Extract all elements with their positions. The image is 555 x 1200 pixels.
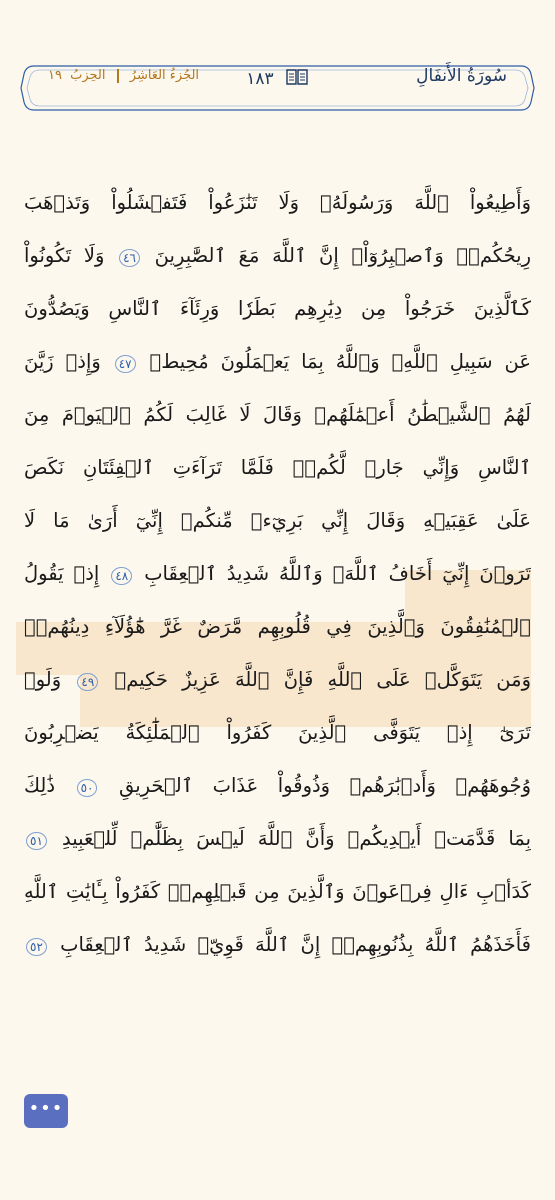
page-header — [18, 60, 537, 116]
ayah-number-marker[interactable]: ٥١ — [26, 832, 47, 850]
quran-line[interactable]: كَدَأۡبِ ءَالِ فِرۡعَوۡنَ وَٱلَّذِينَ مِن قَبۡلِهِمۡۚ كَفَرُواْ بِـَٔايَٰتِ ٱللَّهِ — [24, 880, 531, 903]
ayah-number-marker[interactable]: ٤٩ — [77, 673, 98, 691]
quran-line[interactable]: ٱلۡمُنَٰفِقُونَ وَٱلَّذِينَ فِي قُلُوبِهِم مَّرَضٌ غَرَّ هَٰٓؤُلَآءِ دِينُهُمۡۗ — [24, 615, 531, 638]
quran-line[interactable]: وَأَطِيعُواْ ٱللَّهَ وَرَسُولَهُۥ وَلَا تَنَٰزَعُواْ فَتَفۡشَلُواْ وَتَذۡهَبَ — [24, 191, 531, 214]
juz-label: الجُزءُ العَاشِرُ — [129, 68, 200, 83]
book-icon — [285, 68, 309, 90]
quran-line[interactable]: ٱلنَّاسِ وَإِنِّي جَارٞ لَّكُمۡۖ فَلَمَّا تَرَآءَتِ ٱلۡفِئَتَانِ نَكَصَ — [24, 456, 531, 479]
more-options-button[interactable]: ••• — [24, 1094, 68, 1128]
ayah-number-marker[interactable]: ٤٦ — [119, 249, 140, 267]
quran-line[interactable]: عَلَىٰ عَقِبَيۡهِ وَقَالَ إِنِّي بَرِيٓءٞ مِّنكُمۡ إِنِّيٓ أَرَىٰ مَا لَا — [24, 509, 531, 532]
juz-hizb-info — [48, 68, 199, 83]
quran-line[interactable]: وَمَن يَتَوَكَّلۡ عَلَى ٱللَّهِ فَإِنَّ ٱللَّهَ عَزِيزٌ حَكِيمٞ ٤٩ وَلَوۡ — [24, 668, 531, 691]
quran-line[interactable]: عَن سَبِيلِ ٱللَّهِۚ وَٱللَّهُ بِمَا يَعۡمَلُونَ مُحِيطٞ ٤٧ وَإِذۡ زَيَّنَ — [24, 350, 531, 373]
ayah-number-marker[interactable]: ٥٠ — [77, 779, 98, 797]
quran-line[interactable]: بِمَا قَدَّمَتۡ أَيۡدِيكُمۡ وَأَنَّ ٱللَّهَ لَيۡسَ بِظَلَّٰمٖ لِّلۡعَبِيدِ ٥١ — [24, 812, 531, 865]
quran-line[interactable]: تَرَىٰٓ إِذۡ يَتَوَفَّى ٱلَّذِينَ كَفَرُواْ ٱلۡمَلَٰٓئِكَةُ يَضۡرِبُونَ — [24, 721, 531, 744]
page-number: ١٨٣ — [246, 69, 274, 89]
quran-line[interactable]: لَهُمُ ٱلشَّيۡطَٰنُ أَعۡمَٰلَهُمۡ وَقَالَ لَا غَالِبَ لَكُمُ ٱلۡيَوۡمَ مِنَ — [24, 403, 531, 426]
surah-name: سُورَةُ الأَنفَالِ — [416, 66, 507, 86]
ayah-number-marker[interactable]: ٤٨ — [111, 567, 132, 585]
hizb-number: ١٩ — [48, 68, 62, 83]
quran-line[interactable]: تَرَوۡنَ إِنِّيٓ أَخَافُ ٱللَّهَۚ وَٱللَّهُ شَدِيدُ ٱلۡعِقَابِ ٤٨ إِذۡ يَقُولُ — [24, 562, 531, 585]
ayah-number-marker[interactable]: ٤٧ — [115, 355, 136, 373]
hizb-label: الحِزبُ — [70, 68, 106, 83]
quran-page-text[interactable] — [24, 176, 531, 971]
quran-line[interactable]: كَٱلَّذِينَ خَرَجُواْ مِن دِيَٰرِهِم بَطَرٗا وَرِئَآءَ ٱلنَّاسِ وَيَصُدُّونَ — [24, 297, 531, 320]
juz-separator — [117, 69, 119, 83]
quran-line[interactable]: وُجُوهَهُمۡ وَأَدۡبَٰرَهُمۡ وَذُوقُواْ عَذَابَ ٱلۡحَرِيقِ ٥٠ ذَٰلِكَ — [24, 774, 531, 797]
quran-line[interactable]: فَأَخَذَهُمُ ٱللَّهُ بِذُنُوبِهِمۡۚ إِنَّ ٱللَّهَ قَوِيّٞ شَدِيدُ ٱلۡعِقَابِ ٥٢ — [24, 918, 531, 971]
quran-line[interactable]: رِيحُكُمۡۖ وَٱصۡبِرُوٓاْۚ إِنَّ ٱللَّهَ مَعَ ٱلصَّٰبِرِينَ ٤٦ وَلَا تَكُونُواْ — [24, 244, 531, 267]
ayah-number-marker[interactable]: ٥٢ — [26, 938, 47, 956]
